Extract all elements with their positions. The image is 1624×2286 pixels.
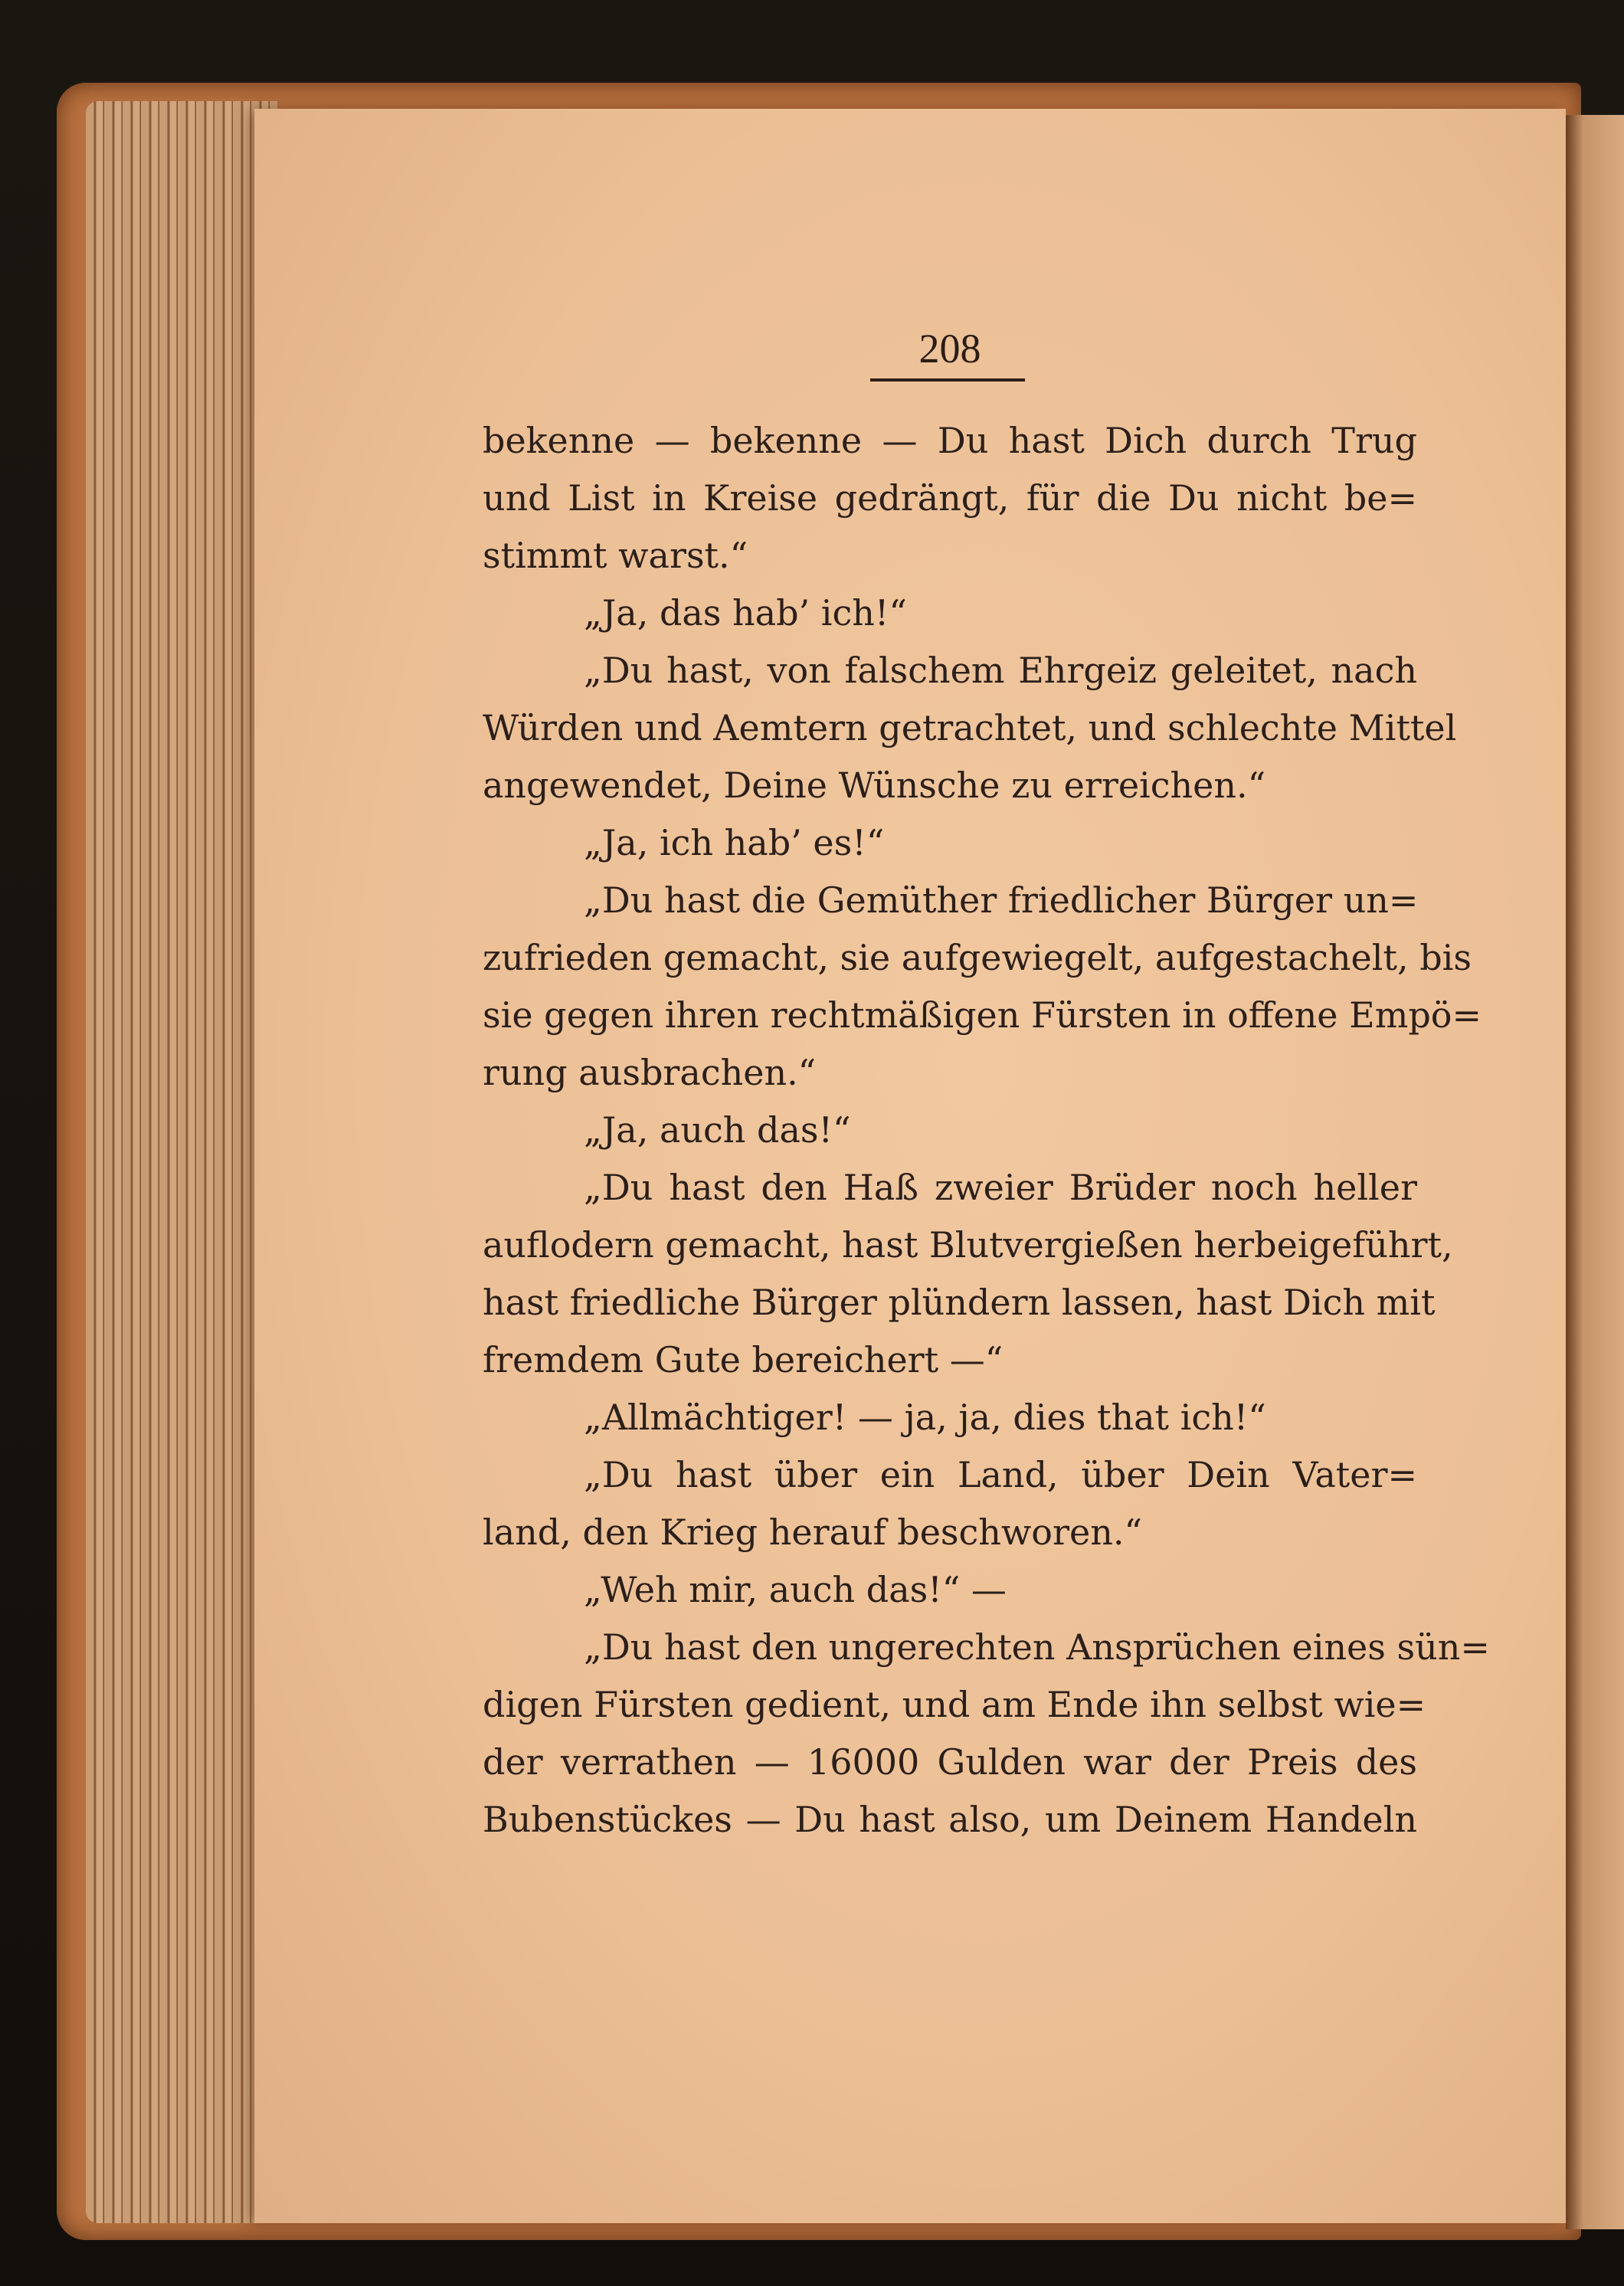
page-stack-edges bbox=[86, 101, 277, 2223]
text-line: und List in Kreise gedrängt, für die Du nicht be= bbox=[483, 477, 1417, 519]
page-text bbox=[483, 412, 1490, 1849]
text-line: bekenne — bekenne — Du hast Dich durch Trug bbox=[483, 420, 1417, 461]
text-line: „Ja, ich hab’ es!“ bbox=[584, 822, 885, 863]
text-line: „Weh mir, auch das!“ — bbox=[584, 1569, 1007, 1610]
text-line: stimmt warst.“ bbox=[483, 535, 748, 576]
text-line: Würden und Aemtern getrachtet, und schlechte Mittel bbox=[483, 707, 1457, 748]
text-line: „Du hast über ein Land, über Dein Vater= bbox=[584, 1454, 1417, 1495]
text-line: „Du hast den Haß zweier Brüder noch heller bbox=[584, 1167, 1417, 1208]
text-line: hast friedliche Bürger plündern lassen, hast Dich mit bbox=[483, 1282, 1436, 1323]
text-line: „Du hast, von falschem Ehrgeiz geleitet, nach bbox=[584, 650, 1417, 691]
text-line: rung ausbrachen.“ bbox=[483, 1052, 817, 1093]
facing-page-edge bbox=[1566, 115, 1624, 2229]
text-line: „Du hast die Gemüther friedlicher Bürger un= bbox=[584, 879, 1419, 921]
text-line: digen Fürsten gedient, und am Ende ihn selbst wie= bbox=[483, 1684, 1426, 1725]
text-line: auflodern gemacht, hast Blutvergießen herbeigeführt, bbox=[483, 1224, 1453, 1266]
text-line: fremdem Gute bereichert —“ bbox=[483, 1339, 1004, 1380]
page-number-rule bbox=[870, 378, 1025, 382]
text-line: angewendet, Deine Wünsche zu erreichen.“ bbox=[483, 765, 1266, 806]
text-line: der verrathen — 16000 Gulden war der Preis des bbox=[483, 1741, 1417, 1783]
text-line: „Ja, auch das!“ bbox=[584, 1109, 851, 1151]
text-line: „Allmächtiger! — ja, ja, dies that ich!“ bbox=[584, 1397, 1266, 1438]
text-line: „Du hast den ungerechten Ansprüchen eines sün= bbox=[584, 1626, 1490, 1668]
text-line: „Ja, das hab’ ich!“ bbox=[584, 592, 907, 634]
text-line: sie gegen ihren rechtmäßigen Fürsten in offene Empö= bbox=[483, 994, 1482, 1036]
page-number: 208 bbox=[918, 326, 981, 372]
text-line: Bubenstückes — Du hast also, um Deinem Handeln bbox=[483, 1799, 1417, 1840]
text-line: zufrieden gemacht, sie aufgewiegelt, aufgestachelt, bis bbox=[483, 937, 1472, 978]
text-line: land, den Krieg herauf beschworen.“ bbox=[483, 1511, 1142, 1553]
